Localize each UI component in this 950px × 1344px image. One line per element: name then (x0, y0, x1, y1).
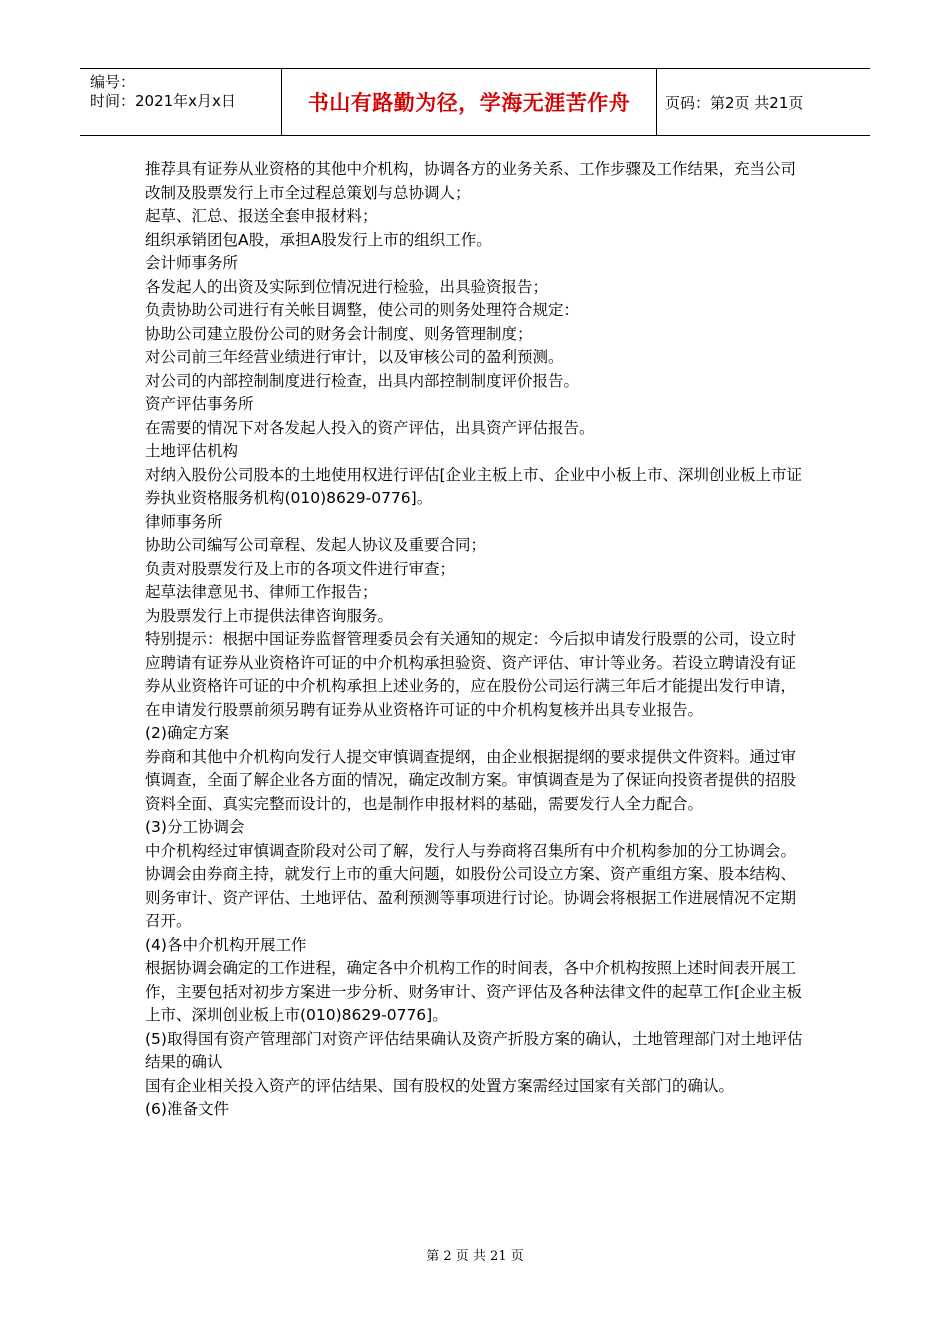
section-heading: (5)取得国有资产管理部门对资产评估结果确认及资产折股方案的确认，土地管理部门对土地评估结果的确认 (145, 1029, 803, 1071)
paragraph: 协助公司编写公司章程、发起人协议及重要合同； (145, 536, 487, 554)
section-heading: (4)各中介机构开展工作 (145, 935, 307, 954)
paragraph: 协助公司建立股份公司的财务会计制度、则务管理制度； (145, 324, 533, 343)
paragraph: 在需要的情况下对各发起人投入的资产评估，出具资产评估报告。 (145, 418, 595, 437)
number-label: 编号： (90, 73, 136, 91)
motto: 书山有路勤为径，学海无涯苦作舟 (282, 69, 657, 135)
document-body (145, 158, 810, 1122)
paragraph: 对公司前三年经营业绩进行审计，以及审核公司的盈利预测。 (145, 348, 564, 366)
paragraph: 起草法律意见书、律师工作报告； (145, 583, 378, 601)
section-heading: (6)准备文件 (145, 1100, 229, 1118)
time-label: 时间：2021年x月x日 (90, 92, 236, 110)
section-heading: 土地评估机构 (145, 442, 239, 460)
paragraph: 负责对股票发行及上市的各项文件进行审查； (145, 559, 456, 578)
paragraph: 为股票发行上市提供法律咨询服务。 (145, 606, 394, 625)
paragraph: 对纳入股份公司股本的土地使用权进行评估[企业主板上市、企业中小板上市、深圳创业板上市证券执业资格服务机构(010)8629-0776]。 (145, 465, 803, 507)
section-heading: (3)分工协调会 (145, 818, 245, 836)
paragraph: 根据协调会确定的工作进程，确定各中介机构工作的时间表，各中介机构按照上述时间表开展工作，主要包括对初步方案进一步分析、财务审计、资产评估及各种法律文件的起草工作[企业主板上市、深圳创业板上市(010)8629-0776]。 (145, 959, 803, 1024)
section-heading: 会计师事务所 (145, 254, 239, 272)
page-header (80, 68, 870, 136)
special-notice: 特别提示：根据中国证券监督管理委员会有关通知的规定：今后拟申请发行股票的公司，设立时应聘请有证券从业资格许可证的中介机构承担验资、资产评估、审计等业务。若设立聘请没有证券从业资格许可证的中介机构承担上述业务的，应在股份公司运行满三年后才能提出发行申请，在申请发行股票前须另聘有证券从业资格许可证的中介机构复核并出具专业报告。 (145, 630, 797, 719)
paragraph: 起草、汇总、报送全套申报材料； (145, 207, 378, 225)
page-footer: 第 2 页 共 21 页 (426, 1249, 524, 1264)
paragraph: 各发起人的出资及实际到位情况进行检验，出具验资报告； (145, 277, 549, 296)
paragraph: 组织承销团包A股，承担A股发行上市的组织工作。 (145, 230, 492, 249)
section-heading: (2)确定方案 (145, 724, 229, 742)
header-meta (80, 69, 282, 135)
paragraph: 中介机构经过审慎调查阶段对公司了解，发行人与券商将召集所有中介机构参加的分工协调会。协调会由券商主持，就发行上市的重大问题，如股份公司设立方案、资产重组方案、股本结构、则务审计、资产评估、土地评估、盈利预测等事项进行讨论。协调会将根据工作进展情况不定期召开。 (145, 841, 797, 930)
paragraph: 负责协助公司进行有关帐目调整，使公司的则务处理符合规定： (145, 301, 580, 319)
paragraph: 券商和其他中介机构向发行人提交审慎调查提纲，由企业根据提纲的要求提供文件资料。通过审慎调查，全面了解企业各方面的情况，确定改制方案。审慎调查是为了保证向投资者提供的招股资料全面、真实完整而设计的，也是制作申报材料的基础，需要发行人全力配合。 (145, 747, 797, 813)
page-info: 页码：第2页 共21页 (665, 93, 804, 112)
paragraph: 国有企业相关投入资产的评估结果、国有股权的处置方案需经过国家有关部门的确认。 (145, 1076, 735, 1095)
section-heading: 律师事务所 (145, 512, 223, 531)
paragraph: 对公司的内部控制制度进行检查，出具内部控制制度评价报告。 (145, 371, 580, 390)
paragraph: 推荐具有证券从业资格的其他中介机构，协调各方的业务关系、工作步骤及工作结果，充当公司改制及股票发行上市全过程总策划与总协调人； (145, 160, 797, 202)
section-heading: 资产评估事务所 (145, 395, 254, 413)
